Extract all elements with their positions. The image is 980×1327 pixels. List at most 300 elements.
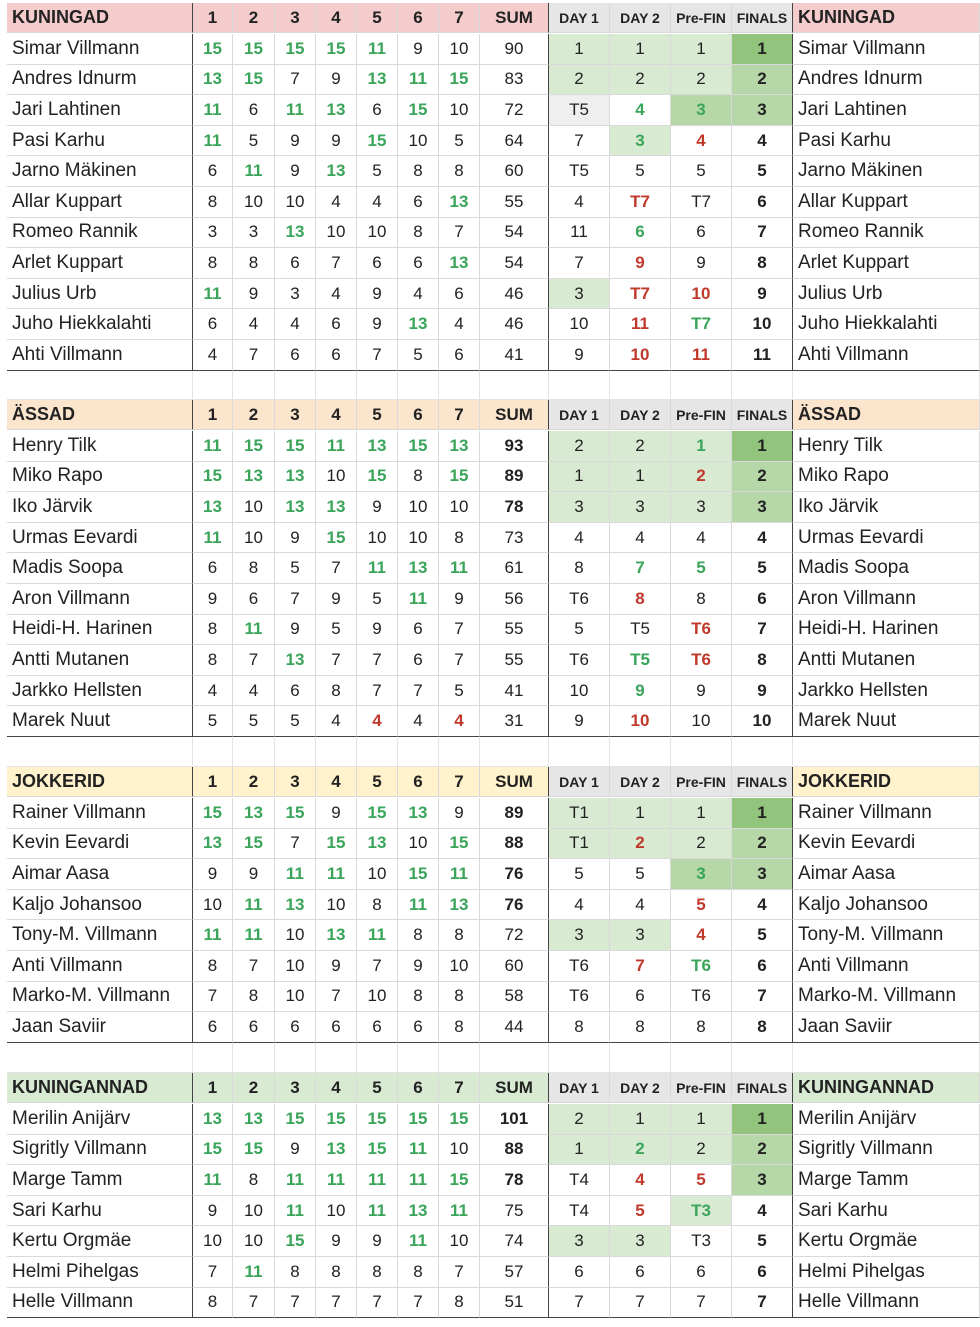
score-round-6: 15 (398, 1104, 439, 1135)
column-header-sum: SUM (480, 767, 549, 797)
sum-value: 88 (480, 829, 549, 860)
day2-rank: 7 (610, 1288, 671, 1319)
score-round-7: 8 (439, 920, 480, 951)
score-round-5: 6 (357, 248, 398, 279)
player-name-right: Miko Rapo (793, 462, 980, 493)
score-round-6: 11 (398, 65, 439, 96)
empty-cell (316, 371, 357, 400)
sum-value: 76 (480, 890, 549, 921)
score-round-3: 9 (275, 156, 316, 187)
score-round-2: 13 (233, 1104, 275, 1135)
score-round-1: 9 (193, 859, 233, 890)
score-round-3: 9 (275, 523, 316, 554)
score-round-5: 13 (357, 65, 398, 96)
score-round-2: 11 (233, 615, 275, 646)
column-header-day-2: DAY 2 (610, 400, 671, 430)
score-round-6: 15 (398, 95, 439, 126)
section-title: ÄSSAD (7, 400, 193, 430)
sum-value: 76 (480, 859, 549, 890)
prefinal-rank: T6 (671, 645, 732, 676)
score-round-2: 10 (233, 492, 275, 523)
column-header-1: 1 (193, 3, 233, 33)
day2-rank: 2 (610, 431, 671, 462)
score-round-7: 8 (439, 982, 480, 1013)
score-round-6: 10 (398, 523, 439, 554)
day1-rank: 1 (549, 1135, 610, 1166)
score-round-4: 6 (316, 1012, 357, 1043)
day2-rank: T7 (610, 279, 671, 310)
day1-rank: T4 (549, 1165, 610, 1196)
player-name-right: Jaan Saviir (793, 1012, 980, 1043)
score-round-2: 11 (233, 920, 275, 951)
score-round-3: 15 (275, 431, 316, 462)
player-name-right: Anti Villmann (793, 951, 980, 982)
score-round-1: 7 (193, 1257, 233, 1288)
score-round-3: 11 (275, 859, 316, 890)
sum-value: 44 (480, 1012, 549, 1043)
day2-rank: 7 (610, 951, 671, 982)
player-name: Ahti Villmann (7, 340, 193, 371)
player-name-right: Juho Hiekkalahti (793, 309, 980, 340)
score-round-4: 7 (316, 1288, 357, 1319)
column-header-3: 3 (275, 400, 316, 430)
column-header-1: 1 (193, 1073, 233, 1103)
column-header-7: 7 (439, 3, 480, 33)
prefinal-rank: 11 (671, 340, 732, 371)
column-header-5: 5 (357, 3, 398, 33)
column-header-day-2: DAY 2 (610, 3, 671, 33)
prefinal-rank: 8 (671, 1012, 732, 1043)
score-round-7: 13 (439, 431, 480, 462)
player-name: Helmi Pihelgas (7, 1257, 193, 1288)
column-header-3: 3 (275, 767, 316, 797)
score-round-5: 4 (357, 187, 398, 218)
empty-cell (671, 1043, 732, 1073)
column-header-4: 4 (316, 400, 357, 430)
player-name-right: Andres Idnurm (793, 65, 980, 96)
score-round-6: 13 (398, 309, 439, 340)
score-round-2: 10 (233, 1196, 275, 1227)
player-name: Rainer Villmann (7, 798, 193, 829)
finals-rank: 5 (732, 156, 793, 187)
score-round-7: 11 (439, 859, 480, 890)
finals-rank: 6 (732, 187, 793, 218)
score-round-4: 4 (316, 279, 357, 310)
score-round-5: 7 (357, 951, 398, 982)
score-round-6: 4 (398, 706, 439, 737)
prefinal-rank: 1 (671, 34, 732, 65)
score-round-5: 13 (357, 829, 398, 860)
day1-rank: 6 (549, 1257, 610, 1288)
column-header-finals: FINALS (732, 400, 793, 430)
day1-rank: T1 (549, 829, 610, 860)
day2-rank: 5 (610, 156, 671, 187)
score-round-4: 15 (316, 1104, 357, 1135)
player-name-right: Marek Nuut (793, 706, 980, 737)
score-round-2: 7 (233, 645, 275, 676)
day2-rank: 7 (610, 553, 671, 584)
column-header-4: 4 (316, 767, 357, 797)
column-header-3: 3 (275, 1073, 316, 1103)
score-round-2: 8 (233, 553, 275, 584)
score-round-4: 11 (316, 859, 357, 890)
day2-rank: 6 (610, 1257, 671, 1288)
score-round-6: 8 (398, 462, 439, 493)
score-round-4: 11 (316, 1165, 357, 1196)
score-round-1: 11 (193, 431, 233, 462)
score-round-6: 13 (398, 798, 439, 829)
score-round-4: 6 (316, 309, 357, 340)
score-round-3: 6 (275, 676, 316, 707)
score-round-6: 15 (398, 859, 439, 890)
empty-cell (7, 371, 193, 400)
finals-rank: 3 (732, 95, 793, 126)
empty-cell (793, 371, 980, 400)
empty-cell (549, 737, 610, 767)
column-header-sum: SUM (480, 1073, 549, 1103)
day1-rank: 10 (549, 309, 610, 340)
score-round-6: 10 (398, 492, 439, 523)
score-round-7: 10 (439, 492, 480, 523)
sum-value: 64 (480, 126, 549, 157)
column-header-pre-fin: Pre-FIN (671, 400, 732, 430)
empty-cell (233, 371, 275, 400)
score-round-3: 6 (275, 248, 316, 279)
player-name-right: Allar Kuppart (793, 187, 980, 218)
score-round-1: 11 (193, 279, 233, 310)
score-round-7: 13 (439, 890, 480, 921)
prefinal-rank: 2 (671, 829, 732, 860)
score-round-3: 10 (275, 187, 316, 218)
score-round-6: 6 (398, 187, 439, 218)
day2-rank: 8 (610, 584, 671, 615)
score-round-1: 3 (193, 218, 233, 249)
prefinal-rank: T6 (671, 615, 732, 646)
column-header-1: 1 (193, 400, 233, 430)
day1-rank: 2 (549, 1104, 610, 1135)
score-round-7: 13 (439, 248, 480, 279)
sum-value: 41 (480, 676, 549, 707)
prefinal-rank: 5 (671, 156, 732, 187)
score-round-7: 15 (439, 462, 480, 493)
score-round-3: 13 (275, 218, 316, 249)
day1-rank: 2 (549, 65, 610, 96)
day1-rank: 3 (549, 920, 610, 951)
player-name-right: Jarno Mäkinen (793, 156, 980, 187)
score-round-6: 6 (398, 1012, 439, 1043)
score-round-3: 13 (275, 462, 316, 493)
day1-rank: 8 (549, 553, 610, 584)
prefinal-rank: T7 (671, 309, 732, 340)
column-header-4: 4 (316, 1073, 357, 1103)
score-round-2: 13 (233, 462, 275, 493)
score-round-3: 15 (275, 34, 316, 65)
day2-rank: 4 (610, 1165, 671, 1196)
finals-rank: 2 (732, 1135, 793, 1166)
score-round-4: 7 (316, 248, 357, 279)
player-name-right: Urmas Eevardi (793, 523, 980, 554)
score-round-4: 8 (316, 1257, 357, 1288)
empty-cell (439, 371, 480, 400)
player-name: Tony-M. Villmann (7, 920, 193, 951)
player-name-right: Arlet Kuppart (793, 248, 980, 279)
finals-rank: 10 (732, 309, 793, 340)
column-header-finals: FINALS (732, 767, 793, 797)
column-header-7: 7 (439, 1073, 480, 1103)
score-round-6: 6 (398, 615, 439, 646)
score-round-5: 9 (357, 492, 398, 523)
score-round-1: 11 (193, 95, 233, 126)
score-round-2: 3 (233, 218, 275, 249)
day2-rank: 1 (610, 34, 671, 65)
column-header-2: 2 (233, 767, 275, 797)
score-round-7: 7 (439, 615, 480, 646)
score-round-4: 9 (316, 798, 357, 829)
sum-value: 41 (480, 340, 549, 371)
player-name-right: Aimar Aasa (793, 859, 980, 890)
day1-rank: 7 (549, 1288, 610, 1319)
score-round-2: 9 (233, 859, 275, 890)
finals-rank: 1 (732, 431, 793, 462)
score-round-6: 8 (398, 1257, 439, 1288)
day2-rank: 9 (610, 676, 671, 707)
score-round-3: 8 (275, 1257, 316, 1288)
score-round-2: 6 (233, 95, 275, 126)
score-round-3: 13 (275, 890, 316, 921)
score-round-6: 7 (398, 1288, 439, 1319)
player-name-right: Rainer Villmann (793, 798, 980, 829)
empty-cell (610, 737, 671, 767)
score-round-4: 13 (316, 156, 357, 187)
column-header-6: 6 (398, 767, 439, 797)
day2-rank: 2 (610, 65, 671, 96)
prefinal-rank: 5 (671, 1165, 732, 1196)
day1-rank: 7 (549, 126, 610, 157)
score-round-4: 9 (316, 126, 357, 157)
score-round-2: 10 (233, 523, 275, 554)
score-round-7: 8 (439, 1288, 480, 1319)
score-round-1: 13 (193, 1104, 233, 1135)
score-round-4: 10 (316, 218, 357, 249)
score-round-6: 5 (398, 340, 439, 371)
empty-cell (398, 1043, 439, 1073)
column-header-pre-fin: Pre-FIN (671, 767, 732, 797)
player-name-right: Merilin Anijärv (793, 1104, 980, 1135)
score-round-5: 11 (357, 1165, 398, 1196)
sum-value: 55 (480, 615, 549, 646)
player-name: Sari Karhu (7, 1196, 193, 1227)
prefinal-rank: 9 (671, 248, 732, 279)
score-round-6: 11 (398, 1135, 439, 1166)
score-round-3: 9 (275, 126, 316, 157)
player-name: Kevin Eevardi (7, 829, 193, 860)
empty-cell (357, 371, 398, 400)
score-round-1: 10 (193, 1226, 233, 1257)
day1-rank: 4 (549, 187, 610, 218)
score-round-7: 5 (439, 676, 480, 707)
score-round-3: 11 (275, 95, 316, 126)
day2-rank: 2 (610, 1135, 671, 1166)
score-round-2: 9 (233, 279, 275, 310)
day1-rank: T5 (549, 95, 610, 126)
sum-value: 83 (480, 65, 549, 96)
score-round-2: 4 (233, 309, 275, 340)
sum-value: 55 (480, 187, 549, 218)
score-round-5: 10 (357, 218, 398, 249)
score-round-1: 8 (193, 951, 233, 982)
player-name: Sigritly Villmann (7, 1135, 193, 1166)
finals-rank: 3 (732, 492, 793, 523)
score-round-4: 15 (316, 829, 357, 860)
score-round-3: 6 (275, 1012, 316, 1043)
score-round-7: 8 (439, 1012, 480, 1043)
score-round-4: 9 (316, 1226, 357, 1257)
score-round-3: 15 (275, 1104, 316, 1135)
prefinal-rank: 2 (671, 65, 732, 96)
player-name: Henry Tilk (7, 431, 193, 462)
player-name: Julius Urb (7, 279, 193, 310)
sum-value: 46 (480, 309, 549, 340)
empty-cell (357, 1043, 398, 1073)
score-round-5: 9 (357, 309, 398, 340)
empty-cell (671, 371, 732, 400)
player-name: Simar Villmann (7, 34, 193, 65)
score-round-6: 8 (398, 920, 439, 951)
sum-value: 93 (480, 431, 549, 462)
finals-rank: 7 (732, 615, 793, 646)
empty-cell (7, 1043, 193, 1073)
player-name: Andres Idnurm (7, 65, 193, 96)
column-header-day-1: DAY 1 (549, 767, 610, 797)
sum-value: 54 (480, 248, 549, 279)
score-round-3: 5 (275, 706, 316, 737)
player-name-right: Kaljo Johansoo (793, 890, 980, 921)
score-round-1: 4 (193, 340, 233, 371)
finals-rank: 1 (732, 34, 793, 65)
score-round-6: 10 (398, 126, 439, 157)
score-round-2: 15 (233, 431, 275, 462)
score-round-3: 10 (275, 920, 316, 951)
score-round-4: 10 (316, 462, 357, 493)
player-name: Anti Villmann (7, 951, 193, 982)
score-round-4: 6 (316, 340, 357, 371)
score-round-1: 13 (193, 65, 233, 96)
finals-rank: 5 (732, 920, 793, 951)
day2-rank: 10 (610, 340, 671, 371)
score-round-6: 6 (398, 248, 439, 279)
score-round-6: 8 (398, 156, 439, 187)
player-name: Urmas Eevardi (7, 523, 193, 554)
score-round-5: 11 (357, 553, 398, 584)
score-round-4: 7 (316, 553, 357, 584)
empty-cell (549, 371, 610, 400)
score-round-2: 6 (233, 584, 275, 615)
prefinal-rank: 2 (671, 462, 732, 493)
score-round-5: 10 (357, 982, 398, 1013)
score-round-2: 5 (233, 126, 275, 157)
column-header-2: 2 (233, 400, 275, 430)
empty-cell (275, 1043, 316, 1073)
score-round-4: 4 (316, 706, 357, 737)
score-round-7: 10 (439, 34, 480, 65)
player-name-right: Iko Järvik (793, 492, 980, 523)
empty-cell (193, 371, 233, 400)
column-header-sum: SUM (480, 3, 549, 33)
column-header-7: 7 (439, 767, 480, 797)
score-round-3: 9 (275, 615, 316, 646)
score-round-2: 8 (233, 1165, 275, 1196)
column-header-5: 5 (357, 767, 398, 797)
score-round-6: 6 (398, 645, 439, 676)
score-round-2: 10 (233, 1226, 275, 1257)
sum-value: 56 (480, 584, 549, 615)
day2-rank: 4 (610, 523, 671, 554)
score-round-2: 8 (233, 248, 275, 279)
score-round-7: 10 (439, 1135, 480, 1166)
score-round-6: 11 (398, 1165, 439, 1196)
score-round-3: 15 (275, 1226, 316, 1257)
empty-cell (193, 737, 233, 767)
prefinal-rank: 3 (671, 95, 732, 126)
player-name-right: Julius Urb (793, 279, 980, 310)
score-round-2: 6 (233, 1012, 275, 1043)
player-name-right: Sigritly Villmann (793, 1135, 980, 1166)
score-round-2: 11 (233, 156, 275, 187)
score-round-7: 4 (439, 309, 480, 340)
score-round-4: 11 (316, 431, 357, 462)
score-round-3: 7 (275, 829, 316, 860)
score-round-5: 15 (357, 126, 398, 157)
score-round-4: 9 (316, 951, 357, 982)
score-round-2: 7 (233, 951, 275, 982)
score-round-6: 4 (398, 279, 439, 310)
prefinal-rank: 3 (671, 859, 732, 890)
score-round-1: 7 (193, 982, 233, 1013)
empty-cell (7, 737, 193, 767)
score-round-1: 8 (193, 248, 233, 279)
finals-rank: 5 (732, 1226, 793, 1257)
empty-cell (610, 1043, 671, 1073)
section-title-right: ÄSSAD (793, 400, 980, 430)
day1-rank: T1 (549, 798, 610, 829)
sum-value: 57 (480, 1257, 549, 1288)
player-name-right: Kevin Eevardi (793, 829, 980, 860)
day1-rank: 4 (549, 890, 610, 921)
prefinal-rank: 7 (671, 1288, 732, 1319)
column-header-3: 3 (275, 3, 316, 33)
score-round-6: 11 (398, 1226, 439, 1257)
prefinal-rank: T3 (671, 1226, 732, 1257)
score-round-5: 11 (357, 34, 398, 65)
day2-rank: 3 (610, 1226, 671, 1257)
empty-cell (398, 371, 439, 400)
finals-rank: 2 (732, 65, 793, 96)
score-round-5: 15 (357, 462, 398, 493)
score-round-1: 10 (193, 890, 233, 921)
prefinal-rank: 8 (671, 584, 732, 615)
finals-rank: 1 (732, 1104, 793, 1135)
player-name: Marek Nuut (7, 706, 193, 737)
score-round-1: 6 (193, 156, 233, 187)
player-name: Helle Villmann (7, 1288, 193, 1319)
score-round-4: 4 (316, 187, 357, 218)
day1-rank: 5 (549, 859, 610, 890)
sum-value: 46 (480, 279, 549, 310)
day2-rank: 1 (610, 798, 671, 829)
sum-value: 75 (480, 1196, 549, 1227)
day2-rank: T5 (610, 615, 671, 646)
day1-rank: 3 (549, 1226, 610, 1257)
